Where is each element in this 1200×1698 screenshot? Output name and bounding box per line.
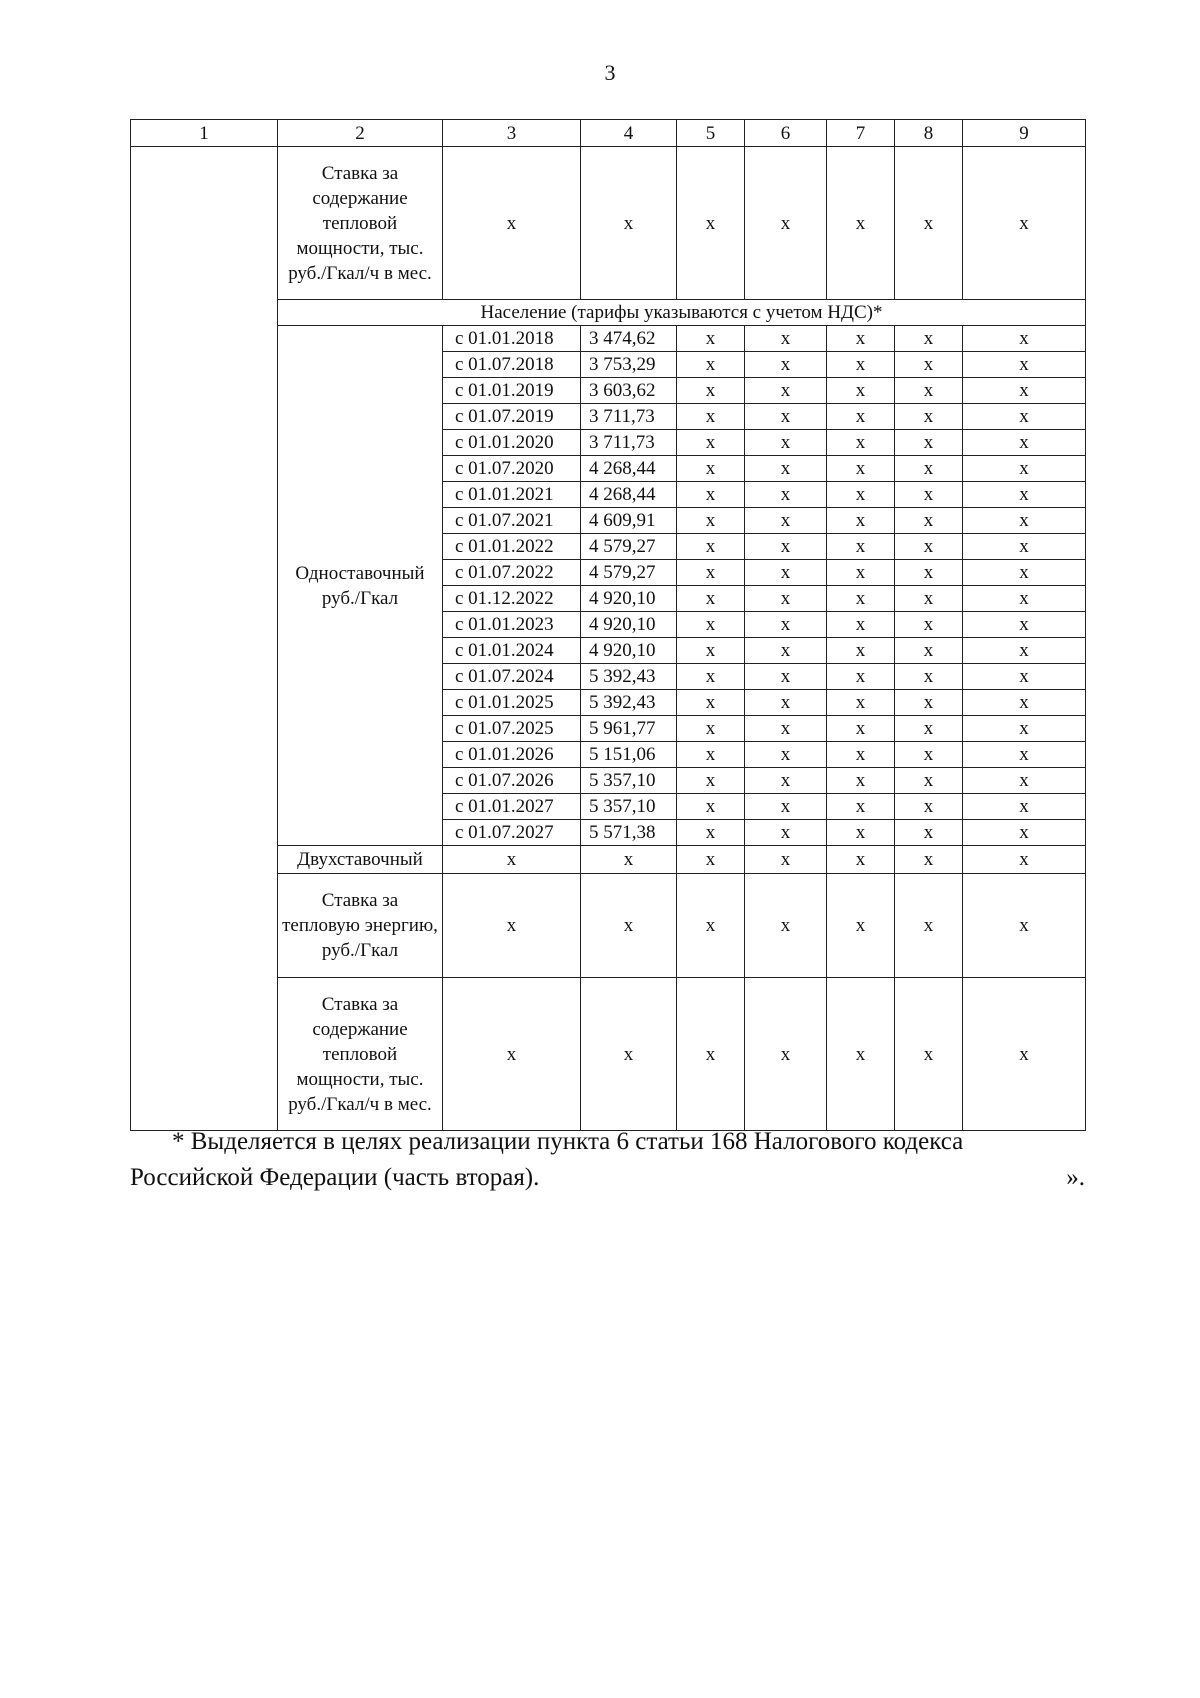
mark-cell: х [827,147,895,300]
mark-cell: х [677,612,745,638]
mark-cell: х [443,874,581,978]
footnote-line-1: * Выделяется в целях реализации пункта 6 статьи 168 Налогового кодекса [172,1128,964,1155]
footnote [130,1124,1085,1196]
mark-cell: х [745,846,827,874]
single-rate-label: Одноставочный руб./Гкал [278,326,443,846]
mark-cell: х [963,352,1086,378]
mark-cell: х [963,690,1086,716]
value-cell: 3 474,62 [581,326,677,352]
mark-cell: х [895,482,963,508]
column-number-1: 1 [131,120,278,147]
date-cell: с 01.01.2022 [443,534,581,560]
mark-cell: х [827,794,895,820]
value-cell: 3 711,73 [581,430,677,456]
mark-cell: х [827,978,895,1131]
mark-cell: х [677,482,745,508]
mark-cell: х [677,586,745,612]
value-cell: 3 711,73 [581,404,677,430]
two-rate-label: Двухставочный [278,846,443,874]
mark-cell: х [895,846,963,874]
mark-cell: х [677,690,745,716]
value-cell: 5 571,38 [581,820,677,846]
value-cell: 4 609,91 [581,508,677,534]
mark-cell: х [827,742,895,768]
mark-cell: х [895,560,963,586]
value-cell: 5 357,10 [581,794,677,820]
mark-cell: х [895,352,963,378]
mark-cell: х [895,820,963,846]
mark-cell: х [827,326,895,352]
date-cell: с 01.01.2020 [443,430,581,456]
mark-cell: х [963,560,1086,586]
mark-cell: х [895,456,963,482]
mark-cell: х [827,874,895,978]
mark-cell: х [745,742,827,768]
mark-cell: х [895,404,963,430]
mark-cell: х [443,846,581,874]
column-number-6: 6 [745,120,827,147]
mark-cell: х [745,638,827,664]
mark-cell: х [745,508,827,534]
value-cell: 4 920,10 [581,612,677,638]
mark-cell: х [895,716,963,742]
closing-quote: ». [1066,1164,1085,1191]
mark-cell: х [895,378,963,404]
mark-cell: х [827,508,895,534]
mark-cell: х [895,664,963,690]
mark-cell: х [677,326,745,352]
mark-cell: х [745,768,827,794]
mark-cell: х [827,586,895,612]
mark-cell: х [963,326,1086,352]
mark-cell: х [895,430,963,456]
mark-cell: х [745,690,827,716]
date-cell: с 01.01.2025 [443,690,581,716]
date-cell: с 01.01.2024 [443,638,581,664]
mark-cell: х [963,508,1086,534]
value-cell: 4 920,10 [581,586,677,612]
mark-cell: х [963,768,1086,794]
mark-cell: х [963,874,1086,978]
mark-cell: х [745,404,827,430]
mark-cell: х [745,352,827,378]
mark-cell: х [963,378,1086,404]
mark-cell: х [963,534,1086,560]
date-cell: с 01.07.2021 [443,508,581,534]
mark-cell: х [827,768,895,794]
mark-cell: х [895,768,963,794]
mark-cell: х [895,586,963,612]
mark-cell: х [895,794,963,820]
date-cell: с 01.07.2027 [443,820,581,846]
mark-cell: х [581,978,677,1131]
mark-cell: х [677,820,745,846]
date-cell: с 01.01.2021 [443,482,581,508]
mark-cell: х [963,404,1086,430]
mark-cell: х [443,978,581,1131]
mark-cell: х [745,612,827,638]
mark-cell: х [745,378,827,404]
column-number-2: 2 [278,120,443,147]
value-cell: 3 603,62 [581,378,677,404]
date-cell: с 01.07.2026 [443,768,581,794]
mark-cell: х [963,147,1086,300]
table-row [131,147,1086,300]
mark-cell: х [745,820,827,846]
mark-cell: х [745,716,827,742]
mark-cell: х [895,690,963,716]
date-cell: с 01.01.2023 [443,612,581,638]
value-cell: 4 268,44 [581,456,677,482]
column-number-4: 4 [581,120,677,147]
mark-cell: х [677,768,745,794]
mark-cell: х [745,874,827,978]
mark-cell: х [581,874,677,978]
mark-cell: х [895,534,963,560]
date-cell: с 01.07.2018 [443,352,581,378]
mark-cell: х [745,534,827,560]
date-cell: с 01.01.2019 [443,378,581,404]
date-cell: с 01.07.2019 [443,404,581,430]
capacity-rate-label: Ставка за содержание тепловой мощности, тыс. руб./Гкал/ч в мес. [278,147,443,300]
population-header: Население (тарифы указываются с учетом НДС)* [278,300,1086,326]
mark-cell: х [895,742,963,768]
date-cell: с 01.01.2026 [443,742,581,768]
mark-cell: х [677,456,745,482]
mark-cell: х [827,820,895,846]
value-cell: 4 579,27 [581,560,677,586]
mark-cell: х [677,560,745,586]
mark-cell: х [677,147,745,300]
mark-cell: х [677,846,745,874]
mark-cell: х [963,978,1086,1131]
date-cell: с 01.01.2018 [443,326,581,352]
date-cell: с 01.07.2020 [443,456,581,482]
date-cell: с 01.01.2027 [443,794,581,820]
mark-cell: х [963,846,1086,874]
mark-cell: х [963,638,1086,664]
mark-cell: х [677,874,745,978]
column-number-8: 8 [895,120,963,147]
value-cell: 5 151,06 [581,742,677,768]
value-cell: 4 579,27 [581,534,677,560]
mark-cell: х [677,508,745,534]
mark-cell: х [827,482,895,508]
value-cell: 4 920,10 [581,638,677,664]
mark-cell: х [677,404,745,430]
mark-cell: х [677,638,745,664]
date-cell: с 01.07.2025 [443,716,581,742]
mark-cell: х [677,742,745,768]
mark-cell: х [827,534,895,560]
mark-cell: х [895,874,963,978]
mark-cell: х [677,352,745,378]
mark-cell: х [895,638,963,664]
mark-cell: х [745,147,827,300]
mark-cell: х [745,978,827,1131]
mark-cell: х [963,742,1086,768]
mark-cell: х [963,664,1086,690]
mark-cell: х [443,147,581,300]
capacity-rate-label-2: Ставка за содержание тепловой мощности, тыс. руб./Гкал/ч в мес. [278,978,443,1131]
value-cell: 5 357,10 [581,768,677,794]
mark-cell: х [677,534,745,560]
mark-cell: х [963,482,1086,508]
value-cell: 5 392,43 [581,664,677,690]
mark-cell: х [745,482,827,508]
mark-cell: х [745,560,827,586]
mark-cell: х [581,846,677,874]
page-number: 3 [604,60,616,85]
mark-cell: х [827,690,895,716]
mark-cell: х [677,978,745,1131]
mark-cell: х [827,352,895,378]
tariff-table [130,119,1086,1131]
mark-cell: х [895,147,963,300]
mark-cell: х [827,638,895,664]
mark-cell: х [963,586,1086,612]
footnote-line-2: Российской Федерации (часть вторая). [130,1164,540,1191]
value-cell: 5 392,43 [581,690,677,716]
mark-cell: х [827,560,895,586]
mark-cell: х [827,846,895,874]
table-row [131,120,1086,147]
mark-cell: х [895,978,963,1131]
mark-cell: х [827,612,895,638]
mark-cell: х [677,664,745,690]
mark-cell: х [677,716,745,742]
mark-cell: х [827,456,895,482]
mark-cell: х [581,147,677,300]
energy-rate-label: Ставка за тепловую энергию, руб./Гкал [278,874,443,978]
mark-cell: х [963,716,1086,742]
column-number-3: 3 [443,120,581,147]
mark-cell: х [895,508,963,534]
value-cell: 3 753,29 [581,352,677,378]
mark-cell: х [745,430,827,456]
mark-cell: х [895,326,963,352]
mark-cell: х [745,456,827,482]
value-cell: 4 268,44 [581,482,677,508]
mark-cell: х [745,326,827,352]
mark-cell: х [963,430,1086,456]
mark-cell: х [827,430,895,456]
mark-cell: х [827,664,895,690]
mark-cell: х [745,664,827,690]
mark-cell: х [677,794,745,820]
mark-cell: х [963,820,1086,846]
mark-cell: х [677,430,745,456]
mark-cell: х [963,794,1086,820]
column-number-5: 5 [677,120,745,147]
mark-cell: х [963,456,1086,482]
date-cell: с 01.07.2022 [443,560,581,586]
column-number-7: 7 [827,120,895,147]
mark-cell: х [827,404,895,430]
value-cell: 5 961,77 [581,716,677,742]
mark-cell: х [827,716,895,742]
column-number-9: 9 [963,120,1086,147]
mark-cell: х [677,378,745,404]
date-cell: с 01.07.2024 [443,664,581,690]
date-cell: с 01.12.2022 [443,586,581,612]
mark-cell: х [745,794,827,820]
mark-cell: х [895,612,963,638]
mark-cell: х [827,378,895,404]
group-cell [131,147,278,1131]
mark-cell: х [745,586,827,612]
mark-cell: х [963,612,1086,638]
